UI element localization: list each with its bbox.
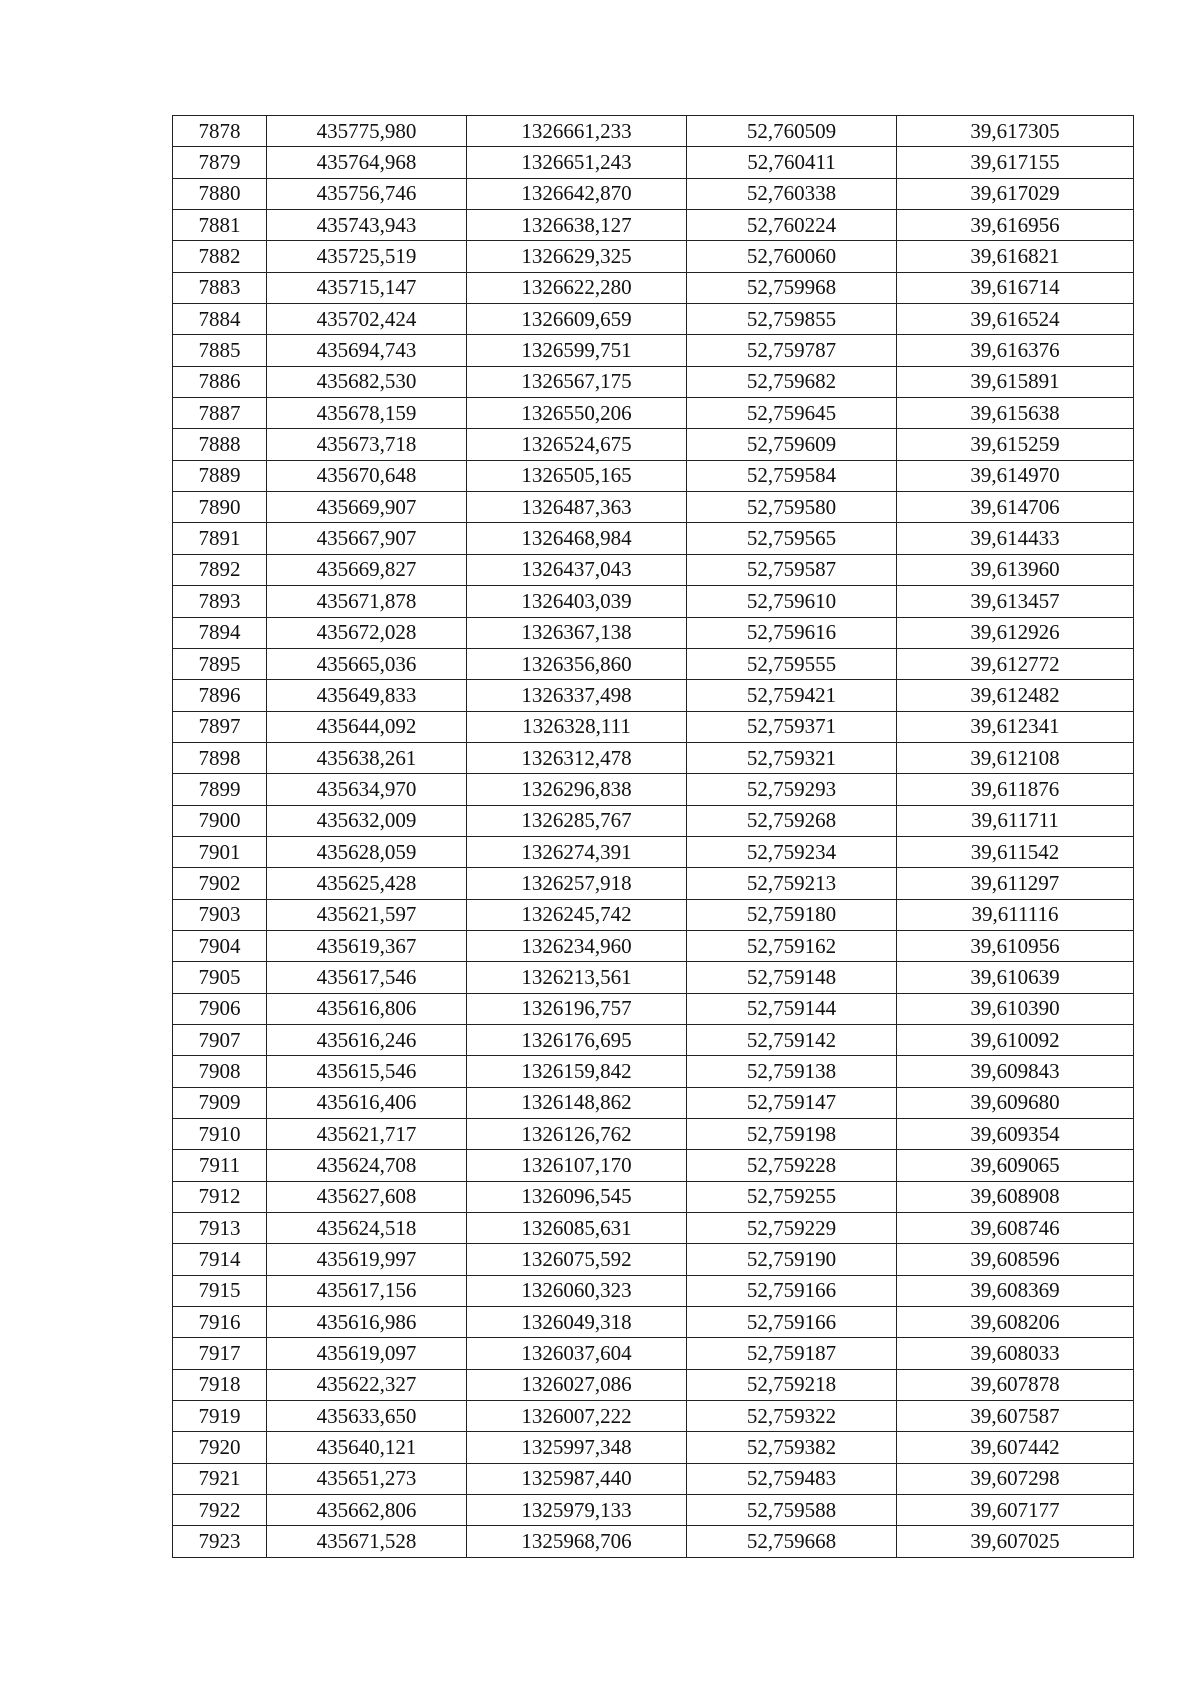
x-coordinate-cell: 435632,009 xyxy=(267,805,467,836)
table-row xyxy=(173,680,1134,711)
table-body xyxy=(173,116,1134,1558)
latitude-cell: 52,759371 xyxy=(687,711,897,742)
latitude-cell: 52,759322 xyxy=(687,1401,897,1432)
y-coordinate-cell: 1326599,751 xyxy=(467,335,687,366)
point-number-cell: 7912 xyxy=(173,1181,267,1212)
longitude-cell: 39,610639 xyxy=(897,962,1134,993)
latitude-cell: 52,759682 xyxy=(687,366,897,397)
point-number-cell: 7908 xyxy=(173,1056,267,1087)
table-row xyxy=(173,1213,1134,1244)
x-coordinate-cell: 435669,907 xyxy=(267,492,467,523)
point-number-cell: 7890 xyxy=(173,492,267,523)
table-row xyxy=(173,617,1134,648)
point-number-cell: 7903 xyxy=(173,899,267,930)
x-coordinate-cell: 435682,530 xyxy=(267,366,467,397)
table-row xyxy=(173,335,1134,366)
point-number-cell: 7904 xyxy=(173,930,267,961)
table-row xyxy=(173,492,1134,523)
y-coordinate-cell: 1326176,695 xyxy=(467,1024,687,1055)
y-coordinate-cell: 1326159,842 xyxy=(467,1056,687,1087)
longitude-cell: 39,616821 xyxy=(897,241,1134,272)
table-row xyxy=(173,554,1134,585)
table-row xyxy=(173,460,1134,491)
latitude-cell: 52,759293 xyxy=(687,774,897,805)
x-coordinate-cell: 435633,650 xyxy=(267,1401,467,1432)
latitude-cell: 52,759587 xyxy=(687,554,897,585)
point-number-cell: 7885 xyxy=(173,335,267,366)
x-coordinate-cell: 435617,156 xyxy=(267,1275,467,1306)
x-coordinate-cell: 435669,827 xyxy=(267,554,467,585)
latitude-cell: 52,759144 xyxy=(687,993,897,1024)
point-number-cell: 7909 xyxy=(173,1087,267,1118)
y-coordinate-cell: 1326328,111 xyxy=(467,711,687,742)
latitude-cell: 52,759968 xyxy=(687,272,897,303)
y-coordinate-cell: 1326567,175 xyxy=(467,366,687,397)
table-row xyxy=(173,711,1134,742)
table-row xyxy=(173,116,1134,147)
latitude-cell: 52,759668 xyxy=(687,1526,897,1557)
longitude-cell: 39,612772 xyxy=(897,648,1134,679)
y-coordinate-cell: 1326085,631 xyxy=(467,1213,687,1244)
y-coordinate-cell: 1326075,592 xyxy=(467,1244,687,1275)
y-coordinate-cell: 1325968,706 xyxy=(467,1526,687,1557)
table-row xyxy=(173,1181,1134,1212)
x-coordinate-cell: 435665,036 xyxy=(267,648,467,679)
point-number-cell: 7920 xyxy=(173,1432,267,1463)
table-row xyxy=(173,805,1134,836)
point-number-cell: 7898 xyxy=(173,742,267,773)
table-row xyxy=(173,523,1134,554)
longitude-cell: 39,610956 xyxy=(897,930,1134,961)
latitude-cell: 52,759255 xyxy=(687,1181,897,1212)
longitude-cell: 39,609680 xyxy=(897,1087,1134,1118)
longitude-cell: 39,609065 xyxy=(897,1150,1134,1181)
latitude-cell: 52,759198 xyxy=(687,1119,897,1150)
point-number-cell: 7889 xyxy=(173,460,267,491)
x-coordinate-cell: 435694,743 xyxy=(267,335,467,366)
x-coordinate-cell: 435619,997 xyxy=(267,1244,467,1275)
y-coordinate-cell: 1326257,918 xyxy=(467,868,687,899)
table-row xyxy=(173,1401,1134,1432)
y-coordinate-cell: 1326487,363 xyxy=(467,492,687,523)
longitude-cell: 39,612482 xyxy=(897,680,1134,711)
longitude-cell: 39,607878 xyxy=(897,1369,1134,1400)
y-coordinate-cell: 1326629,325 xyxy=(467,241,687,272)
x-coordinate-cell: 435743,943 xyxy=(267,210,467,241)
longitude-cell: 39,614706 xyxy=(897,492,1134,523)
x-coordinate-cell: 435628,059 xyxy=(267,836,467,867)
longitude-cell: 39,607025 xyxy=(897,1526,1134,1557)
y-coordinate-cell: 1326296,838 xyxy=(467,774,687,805)
y-coordinate-cell: 1326096,545 xyxy=(467,1181,687,1212)
x-coordinate-cell: 435678,159 xyxy=(267,398,467,429)
x-coordinate-cell: 435627,608 xyxy=(267,1181,467,1212)
x-coordinate-cell: 435662,806 xyxy=(267,1495,467,1526)
point-number-cell: 7910 xyxy=(173,1119,267,1150)
y-coordinate-cell: 1326007,222 xyxy=(467,1401,687,1432)
latitude-cell: 52,759565 xyxy=(687,523,897,554)
table-row xyxy=(173,836,1134,867)
y-coordinate-cell: 1326337,498 xyxy=(467,680,687,711)
y-coordinate-cell: 1326651,243 xyxy=(467,147,687,178)
longitude-cell: 39,614433 xyxy=(897,523,1134,554)
x-coordinate-cell: 435667,907 xyxy=(267,523,467,554)
y-coordinate-cell: 1325997,348 xyxy=(467,1432,687,1463)
longitude-cell: 39,611542 xyxy=(897,836,1134,867)
table-row xyxy=(173,930,1134,961)
point-number-cell: 7882 xyxy=(173,241,267,272)
x-coordinate-cell: 435671,878 xyxy=(267,586,467,617)
table-row xyxy=(173,742,1134,773)
table-row xyxy=(173,1432,1134,1463)
x-coordinate-cell: 435624,708 xyxy=(267,1150,467,1181)
y-coordinate-cell: 1326213,561 xyxy=(467,962,687,993)
point-number-cell: 7913 xyxy=(173,1213,267,1244)
y-coordinate-cell: 1326550,206 xyxy=(467,398,687,429)
table-row xyxy=(173,304,1134,335)
y-coordinate-cell: 1326609,659 xyxy=(467,304,687,335)
latitude-cell: 52,759187 xyxy=(687,1338,897,1369)
y-coordinate-cell: 1326468,984 xyxy=(467,523,687,554)
point-number-cell: 7907 xyxy=(173,1024,267,1055)
latitude-cell: 52,760338 xyxy=(687,178,897,209)
latitude-cell: 52,759218 xyxy=(687,1369,897,1400)
longitude-cell: 39,615638 xyxy=(897,398,1134,429)
y-coordinate-cell: 1326148,862 xyxy=(467,1087,687,1118)
y-coordinate-cell: 1326234,960 xyxy=(467,930,687,961)
point-number-cell: 7905 xyxy=(173,962,267,993)
x-coordinate-cell: 435670,648 xyxy=(267,460,467,491)
latitude-cell: 52,759166 xyxy=(687,1307,897,1338)
coordinates-table xyxy=(172,115,1134,1558)
x-coordinate-cell: 435624,518 xyxy=(267,1213,467,1244)
point-number-cell: 7922 xyxy=(173,1495,267,1526)
point-number-cell: 7893 xyxy=(173,586,267,617)
x-coordinate-cell: 435756,746 xyxy=(267,178,467,209)
y-coordinate-cell: 1326642,870 xyxy=(467,178,687,209)
y-coordinate-cell: 1326661,233 xyxy=(467,116,687,147)
table-row xyxy=(173,899,1134,930)
y-coordinate-cell: 1326245,742 xyxy=(467,899,687,930)
point-number-cell: 7901 xyxy=(173,836,267,867)
longitude-cell: 39,610092 xyxy=(897,1024,1134,1055)
point-number-cell: 7887 xyxy=(173,398,267,429)
point-number-cell: 7916 xyxy=(173,1307,267,1338)
point-number-cell: 7897 xyxy=(173,711,267,742)
y-coordinate-cell: 1326356,860 xyxy=(467,648,687,679)
latitude-cell: 52,759616 xyxy=(687,617,897,648)
x-coordinate-cell: 435619,367 xyxy=(267,930,467,961)
latitude-cell: 52,759610 xyxy=(687,586,897,617)
latitude-cell: 52,759645 xyxy=(687,398,897,429)
y-coordinate-cell: 1326403,039 xyxy=(467,586,687,617)
x-coordinate-cell: 435764,968 xyxy=(267,147,467,178)
y-coordinate-cell: 1326196,757 xyxy=(467,993,687,1024)
table-row xyxy=(173,648,1134,679)
longitude-cell: 39,616956 xyxy=(897,210,1134,241)
table-row xyxy=(173,1495,1134,1526)
point-number-cell: 7878 xyxy=(173,116,267,147)
table-row xyxy=(173,210,1134,241)
latitude-cell: 52,760411 xyxy=(687,147,897,178)
x-coordinate-cell: 435672,028 xyxy=(267,617,467,648)
latitude-cell: 52,759588 xyxy=(687,1495,897,1526)
latitude-cell: 52,759229 xyxy=(687,1213,897,1244)
y-coordinate-cell: 1326126,762 xyxy=(467,1119,687,1150)
y-coordinate-cell: 1326027,086 xyxy=(467,1369,687,1400)
longitude-cell: 39,615259 xyxy=(897,429,1134,460)
point-number-cell: 7899 xyxy=(173,774,267,805)
longitude-cell: 39,612926 xyxy=(897,617,1134,648)
table-row xyxy=(173,147,1134,178)
longitude-cell: 39,611876 xyxy=(897,774,1134,805)
x-coordinate-cell: 435616,986 xyxy=(267,1307,467,1338)
y-coordinate-cell: 1326312,478 xyxy=(467,742,687,773)
y-coordinate-cell: 1326107,170 xyxy=(467,1150,687,1181)
longitude-cell: 39,611297 xyxy=(897,868,1134,899)
x-coordinate-cell: 435725,519 xyxy=(267,241,467,272)
latitude-cell: 52,759166 xyxy=(687,1275,897,1306)
x-coordinate-cell: 435702,424 xyxy=(267,304,467,335)
x-coordinate-cell: 435775,980 xyxy=(267,116,467,147)
point-number-cell: 7891 xyxy=(173,523,267,554)
latitude-cell: 52,759147 xyxy=(687,1087,897,1118)
longitude-cell: 39,609843 xyxy=(897,1056,1134,1087)
table-row xyxy=(173,586,1134,617)
latitude-cell: 52,759138 xyxy=(687,1056,897,1087)
longitude-cell: 39,608206 xyxy=(897,1307,1134,1338)
point-number-cell: 7879 xyxy=(173,147,267,178)
x-coordinate-cell: 435615,546 xyxy=(267,1056,467,1087)
x-coordinate-cell: 435622,327 xyxy=(267,1369,467,1400)
longitude-cell: 39,616376 xyxy=(897,335,1134,366)
latitude-cell: 52,759148 xyxy=(687,962,897,993)
point-number-cell: 7896 xyxy=(173,680,267,711)
latitude-cell: 52,760224 xyxy=(687,210,897,241)
longitude-cell: 39,607177 xyxy=(897,1495,1134,1526)
table-row xyxy=(173,1275,1134,1306)
latitude-cell: 52,759190 xyxy=(687,1244,897,1275)
longitude-cell: 39,613960 xyxy=(897,554,1134,585)
table-row xyxy=(173,241,1134,272)
table-row xyxy=(173,993,1134,1024)
x-coordinate-cell: 435621,717 xyxy=(267,1119,467,1150)
table-row xyxy=(173,366,1134,397)
point-number-cell: 7886 xyxy=(173,366,267,397)
y-coordinate-cell: 1326638,127 xyxy=(467,210,687,241)
longitude-cell: 39,607298 xyxy=(897,1463,1134,1494)
point-number-cell: 7918 xyxy=(173,1369,267,1400)
y-coordinate-cell: 1326285,767 xyxy=(467,805,687,836)
y-coordinate-cell: 1326622,280 xyxy=(467,272,687,303)
point-number-cell: 7895 xyxy=(173,648,267,679)
latitude-cell: 52,759855 xyxy=(687,304,897,335)
longitude-cell: 39,611711 xyxy=(897,805,1134,836)
point-number-cell: 7892 xyxy=(173,554,267,585)
latitude-cell: 52,759321 xyxy=(687,742,897,773)
table-row xyxy=(173,272,1134,303)
x-coordinate-cell: 435616,406 xyxy=(267,1087,467,1118)
longitude-cell: 39,609354 xyxy=(897,1119,1134,1150)
table-row xyxy=(173,1244,1134,1275)
longitude-cell: 39,611116 xyxy=(897,899,1134,930)
x-coordinate-cell: 435619,097 xyxy=(267,1338,467,1369)
y-coordinate-cell: 1326037,604 xyxy=(467,1338,687,1369)
latitude-cell: 52,760509 xyxy=(687,116,897,147)
y-coordinate-cell: 1326060,323 xyxy=(467,1275,687,1306)
x-coordinate-cell: 435634,970 xyxy=(267,774,467,805)
latitude-cell: 52,759584 xyxy=(687,460,897,491)
y-coordinate-cell: 1326367,138 xyxy=(467,617,687,648)
point-number-cell: 7900 xyxy=(173,805,267,836)
y-coordinate-cell: 1326049,318 xyxy=(467,1307,687,1338)
point-number-cell: 7917 xyxy=(173,1338,267,1369)
longitude-cell: 39,608746 xyxy=(897,1213,1134,1244)
longitude-cell: 39,608596 xyxy=(897,1244,1134,1275)
table-row xyxy=(173,1307,1134,1338)
y-coordinate-cell: 1325979,133 xyxy=(467,1495,687,1526)
x-coordinate-cell: 435644,092 xyxy=(267,711,467,742)
longitude-cell: 39,613457 xyxy=(897,586,1134,617)
point-number-cell: 7884 xyxy=(173,304,267,335)
latitude-cell: 52,759382 xyxy=(687,1432,897,1463)
point-number-cell: 7888 xyxy=(173,429,267,460)
table-row xyxy=(173,1024,1134,1055)
x-coordinate-cell: 435715,147 xyxy=(267,272,467,303)
x-coordinate-cell: 435673,718 xyxy=(267,429,467,460)
table-row xyxy=(173,1338,1134,1369)
latitude-cell: 52,760060 xyxy=(687,241,897,272)
point-number-cell: 7880 xyxy=(173,178,267,209)
longitude-cell: 39,616714 xyxy=(897,272,1134,303)
point-number-cell: 7906 xyxy=(173,993,267,1024)
table-row xyxy=(173,1150,1134,1181)
point-number-cell: 7923 xyxy=(173,1526,267,1557)
longitude-cell: 39,614970 xyxy=(897,460,1134,491)
point-number-cell: 7894 xyxy=(173,617,267,648)
longitude-cell: 39,617155 xyxy=(897,147,1134,178)
longitude-cell: 39,616524 xyxy=(897,304,1134,335)
table-row xyxy=(173,1056,1134,1087)
point-number-cell: 7911 xyxy=(173,1150,267,1181)
latitude-cell: 52,759609 xyxy=(687,429,897,460)
y-coordinate-cell: 1325987,440 xyxy=(467,1463,687,1494)
table-row xyxy=(173,962,1134,993)
point-number-cell: 7902 xyxy=(173,868,267,899)
latitude-cell: 52,759228 xyxy=(687,1150,897,1181)
table-row xyxy=(173,774,1134,805)
table-row xyxy=(173,398,1134,429)
latitude-cell: 52,759268 xyxy=(687,805,897,836)
longitude-cell: 39,607442 xyxy=(897,1432,1134,1463)
y-coordinate-cell: 1326437,043 xyxy=(467,554,687,585)
latitude-cell: 52,759142 xyxy=(687,1024,897,1055)
latitude-cell: 52,759234 xyxy=(687,836,897,867)
longitude-cell: 39,617305 xyxy=(897,116,1134,147)
table-row xyxy=(173,1087,1134,1118)
longitude-cell: 39,608033 xyxy=(897,1338,1134,1369)
x-coordinate-cell: 435621,597 xyxy=(267,899,467,930)
y-coordinate-cell: 1326274,391 xyxy=(467,836,687,867)
latitude-cell: 52,759555 xyxy=(687,648,897,679)
longitude-cell: 39,610390 xyxy=(897,993,1134,1024)
latitude-cell: 52,759483 xyxy=(687,1463,897,1494)
table-row xyxy=(173,1369,1134,1400)
latitude-cell: 52,759787 xyxy=(687,335,897,366)
table-row xyxy=(173,429,1134,460)
longitude-cell: 39,608908 xyxy=(897,1181,1134,1212)
latitude-cell: 52,759213 xyxy=(687,868,897,899)
x-coordinate-cell: 435638,261 xyxy=(267,742,467,773)
x-coordinate-cell: 435640,121 xyxy=(267,1432,467,1463)
longitude-cell: 39,612341 xyxy=(897,711,1134,742)
table-row xyxy=(173,868,1134,899)
point-number-cell: 7881 xyxy=(173,210,267,241)
x-coordinate-cell: 435625,428 xyxy=(267,868,467,899)
point-number-cell: 7921 xyxy=(173,1463,267,1494)
longitude-cell: 39,615891 xyxy=(897,366,1134,397)
y-coordinate-cell: 1326524,675 xyxy=(467,429,687,460)
x-coordinate-cell: 435671,528 xyxy=(267,1526,467,1557)
point-number-cell: 7914 xyxy=(173,1244,267,1275)
x-coordinate-cell: 435649,833 xyxy=(267,680,467,711)
point-number-cell: 7919 xyxy=(173,1401,267,1432)
table-row xyxy=(173,1119,1134,1150)
point-number-cell: 7915 xyxy=(173,1275,267,1306)
y-coordinate-cell: 1326505,165 xyxy=(467,460,687,491)
table-row xyxy=(173,1526,1134,1557)
latitude-cell: 52,759580 xyxy=(687,492,897,523)
latitude-cell: 52,759421 xyxy=(687,680,897,711)
x-coordinate-cell: 435651,273 xyxy=(267,1463,467,1494)
latitude-cell: 52,759180 xyxy=(687,899,897,930)
x-coordinate-cell: 435617,546 xyxy=(267,962,467,993)
table-row xyxy=(173,1463,1134,1494)
point-number-cell: 7883 xyxy=(173,272,267,303)
longitude-cell: 39,607587 xyxy=(897,1401,1134,1432)
longitude-cell: 39,608369 xyxy=(897,1275,1134,1306)
x-coordinate-cell: 435616,246 xyxy=(267,1024,467,1055)
latitude-cell: 52,759162 xyxy=(687,930,897,961)
x-coordinate-cell: 435616,806 xyxy=(267,993,467,1024)
longitude-cell: 39,617029 xyxy=(897,178,1134,209)
table-row xyxy=(173,178,1134,209)
longitude-cell: 39,612108 xyxy=(897,742,1134,773)
